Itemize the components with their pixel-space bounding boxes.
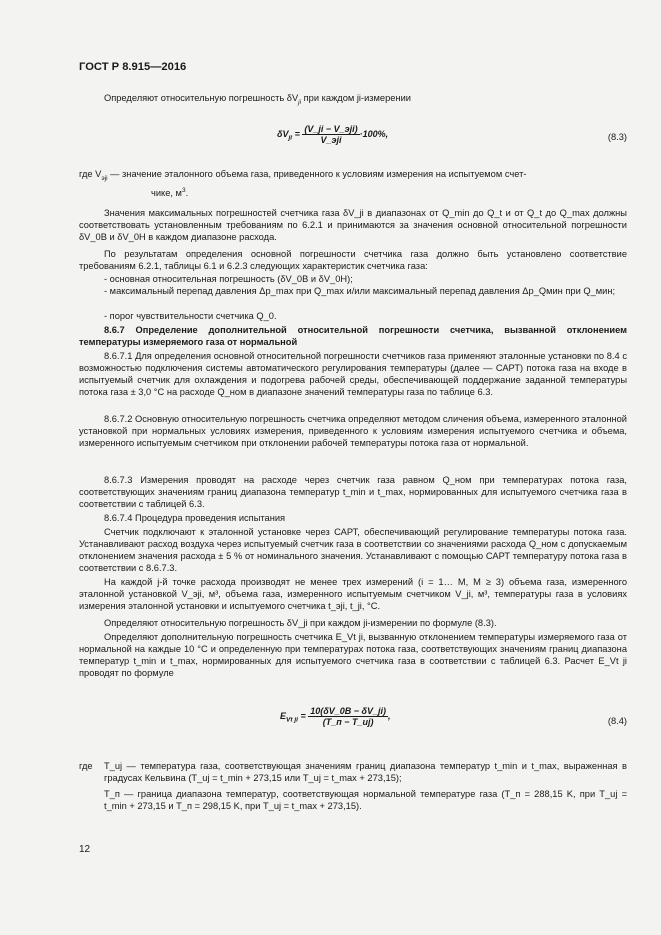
para-8-6-7-2: 8.6.7.2 Основную относительную погрешность счетчика определяют методом сличения объема, измеренного эталонной установкой при нормальных условиях измерения, приведенного к условиям измерения испытуемого счетчика и объема, измеренного испытуемым счетчиком при отклонении рабочей температуры потока газа от нормальной. bbox=[79, 414, 627, 448]
para-sart: Счетчик подключают к эталонной установке через САРТ, обеспечивающий регулирование температуры потока газа. Устанавливают расход воздуха через испытуемый счетчик газа в соответствии со значениями расхода Q_ном с допускаемым отклонением значения расхода ± 5 % от номинального значения. Устанавливают с помощью САРТ температуру потока газа в соответствии с 8.6.7.3. bbox=[79, 527, 627, 573]
intro-line: Определяют относительную погрешность $\delta V_{ji}$ при каждом ji-измерении bbox=[104, 93, 411, 106]
bullet-sensitivity: - порог чувствительности счетчика Q_0. bbox=[104, 311, 277, 321]
page-number: 12 bbox=[79, 844, 91, 855]
para-max-errors: Значения максимальных погрешностей счетчика газа δV_ji в диапазонах от Q_min до Q_t и от Q_t до Q_max должны соответствовать установленным требованиям по 6.2.1 и принимаются за значения основной относительной погрешности δV_0В и δV_0Н в каждом диапазоне расхода. bbox=[79, 208, 627, 242]
para-8-6-7-1: 8.6.7.1 Для определения основной относительной погрешности счетчиков газа применяют эталонные установки по 8.4 с возможностью подключения системы автоматического регулирования температуры (далее — САРТ) потока газа на входе в испытуемый счетчик для охлаждения и подогрева рабочей среды, обеспечивающей поддержание заданной температуры потока газа ± 3,0 °С на расходе Q_ном в диапазоне значений температуры газа по таблице 6.3. bbox=[79, 351, 627, 397]
bullet-basic-error: - основная относительная погрешность (δV_0В и δV_0Н); bbox=[104, 274, 353, 284]
para-8-6-7-4: 8.6.7.4 Процедура проведения испытания bbox=[104, 513, 286, 523]
equation-8-4: $E_{Vt ji}$ = $\frac{10(\delta V\_0В - \delta V\_ji)}{(T\_п - T\_uj)}$ , bbox=[280, 706, 391, 727]
where-label-2: где bbox=[79, 761, 93, 771]
equation-number-8-4: (8.4) bbox=[607, 716, 627, 726]
standard-header: ГОСТ Р 8.915—2016 bbox=[79, 61, 187, 73]
where-Tn: T_п — граница диапазона температур, соответствующая нормальной температуре газа (T_п = 288,15 K, при T_uj = t_min + 273,15 и T_п = 298,15 K, при T_uj = t_max + 273,15). bbox=[104, 789, 627, 811]
equation-number-8-3: (8.3) bbox=[607, 132, 627, 142]
para-each-point: На каждой j-й точке расхода производят не менее трех измерений (i = 1… M, M ≥ 3) объема газа, измеренного эталонной установкой V_эji, м³, объема газа, измеренного испытуемым счетчиком V_ji, м³, температуры газа в условиях измерения эталонной установки и испытуемого счетчика t_эji, t_ji, °С. bbox=[79, 577, 627, 611]
where-Tuj: T_uj — температура газа, соответствующая значениям границ диапазона температур t_min и t_max, выраженная в градусах Кельвина (T_uj = t_min + 273,15 или T_uj = t_max + 273,15); bbox=[104, 761, 627, 783]
para-8-6-7-3: 8.6.7.3 Измерения проводят на расходе через счетчик газа равном Q_ном при температурах потока газа, соответствующих значениям границ диапазона температур t_min и t_max, нормированных для испытуемого счетчика газа в соответствии с таблицей 6.3. bbox=[79, 475, 627, 509]
where-block-1: где $V_{эji}$ — значение эталонного объема газа, приведенного к условиям измерения на испытуемом счет- чике, $м^3$. bbox=[79, 169, 527, 198]
para-additional-error: Определяют дополнительную погрешность счетчика E_Vt ji, вызванную отклонением температуры измеряемого газа от нормальной на каждые 10 °С и определенную при температурах потока газа, соответствующих значениям границ диапазона температур t_min и t_max, нормированных для испытуемого счетчика газа в соответствии с таблицей 6.3. Расчет E_Vt ji проводят по формуле bbox=[79, 632, 627, 678]
para-results: По результатам определения основной погрешности счетчика газа должно быть установлено соответствие требованиям 6.2.1, таблицы 6.1 и 6.2.3 следующих характеристик счетчика газа: bbox=[79, 249, 627, 271]
bullet-pressure-drop: - максимальный перепад давления Δp_max при Q_max и/или максимальный перепад давления Δp_Qмин при Q_мин; bbox=[104, 286, 616, 296]
equation-8-3: $\delta V_{ji}$ = $\frac{\text{(V\_ji − V\_эji)}}{\text{V\_эji}}$ ·100%, bbox=[277, 124, 389, 145]
para-relative-error: Определяют относительную погрешность δV_ji при каждом ji-измерении по формуле (8.3). bbox=[104, 618, 497, 628]
section-title-8-6-7: 8.6.7 Определение дополнительной относительной погрешности счетчика, вызванной отклонением температуры измеряемого газа от нормальной bbox=[79, 325, 627, 347]
